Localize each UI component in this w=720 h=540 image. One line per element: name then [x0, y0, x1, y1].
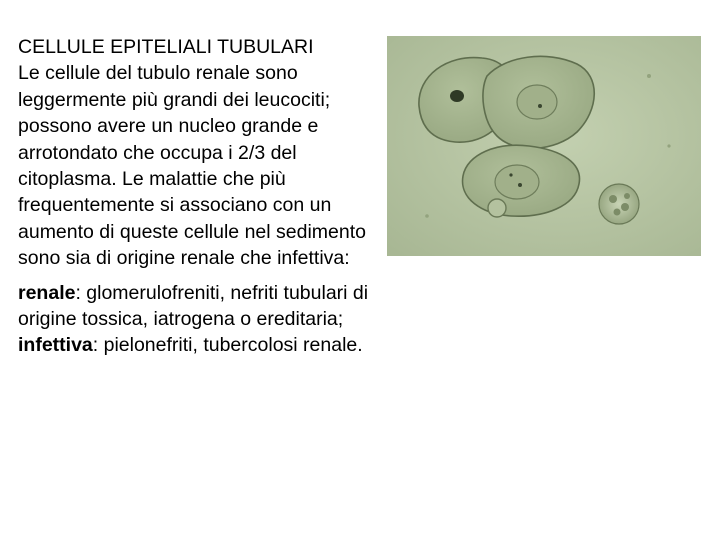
slide-title: CELLULE EPITELIALI TUBULARI — [18, 36, 314, 58]
granule — [624, 193, 630, 199]
nucleolus — [538, 104, 542, 108]
renal-causes: : glomerulofreniti, nefriti tubulari di origine tossica, iatrogena o ereditaria; — [18, 281, 369, 331]
granule — [609, 195, 617, 203]
micrograph-drawing — [387, 36, 701, 256]
infective-term: infettiva — [18, 334, 93, 357]
debris — [647, 74, 651, 78]
micrograph-image — [387, 36, 701, 256]
granule — [621, 203, 629, 211]
slide-text — [18, 34, 380, 359]
round-particle — [488, 199, 506, 217]
cell-nucleus — [517, 85, 557, 119]
cell-nucleus — [495, 165, 539, 199]
causes-paragraph — [18, 280, 380, 359]
leukocyte — [599, 184, 639, 224]
description-text: Le cellule del tubulo renale sono leggermente più grandi dei leucociti; possono avere un nucleo grande e arrotondato che occupa i 2/3 del citoplasma. Le malattie che più frequentemente si associano con un aumento di queste cellule nel sedimento sono sia di origine renale che infettiva: — [18, 62, 366, 270]
body-paragraph — [18, 34, 380, 272]
nucleolus — [518, 183, 522, 187]
granule — [614, 209, 621, 216]
nucleolus — [509, 173, 512, 176]
infective-causes: : pielonefriti, tubercolosi renale. — [92, 334, 363, 357]
renal-term: renale — [18, 281, 76, 304]
debris — [667, 144, 670, 147]
debris — [425, 214, 429, 218]
cell-nucleus — [450, 90, 464, 102]
